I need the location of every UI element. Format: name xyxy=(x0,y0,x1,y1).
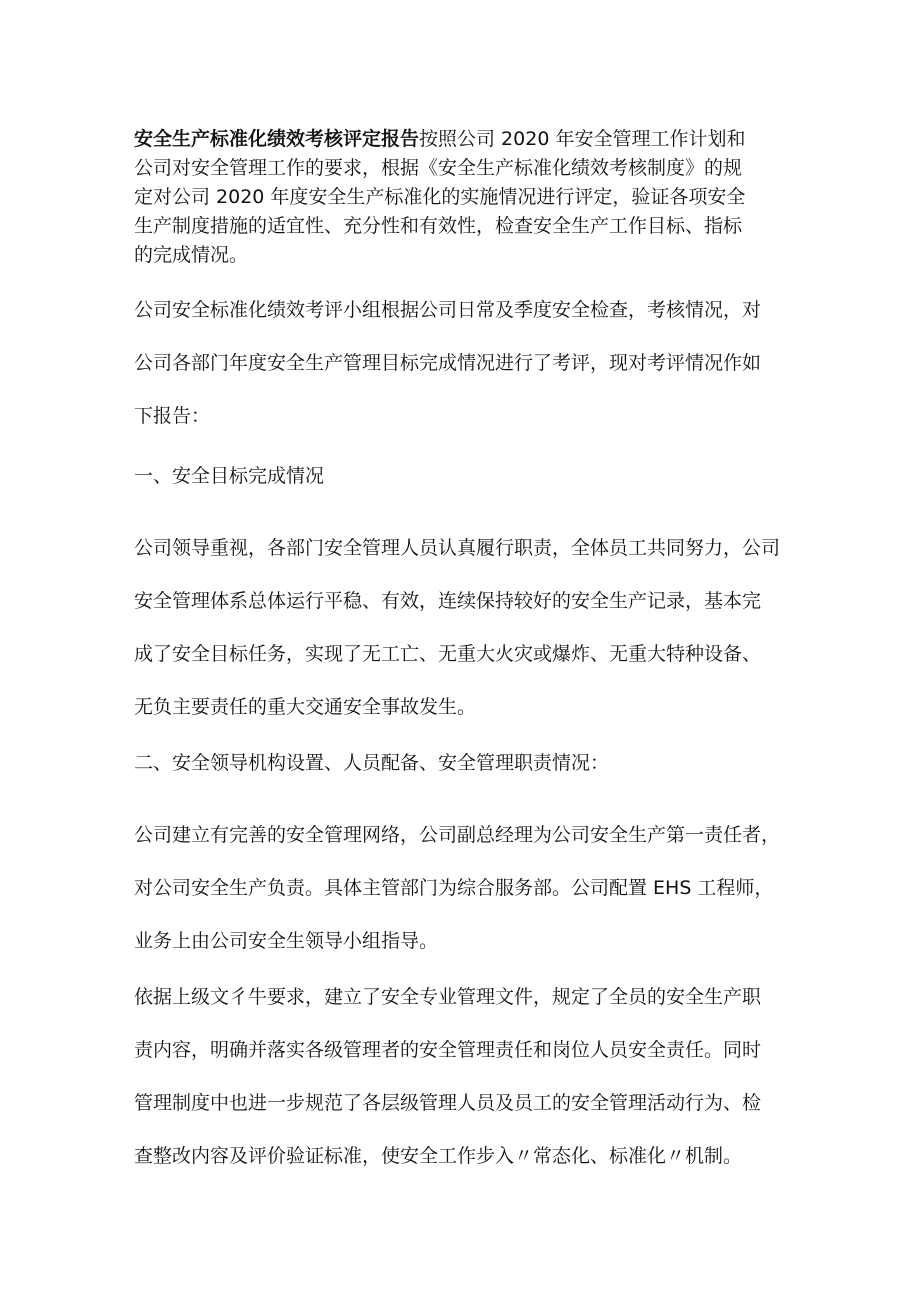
section3-line: 依据上级文彳牛要求，建立了安全专业管理文件，规定了全员的安全生产职 xyxy=(134,986,762,1008)
title-line-text: 生产制度措施的适宜性、充分性和有效性，检查安全生产工作目标、指标 xyxy=(134,215,743,237)
section1-line: 成了安全目标任务，实现了无工亡、无重大火灾或爆炸、无重大特种设备、 xyxy=(134,643,762,665)
section1-line: 安全管理体系总体运行平稳、有效，连续保持较好的安全生产记录，基本完 xyxy=(134,590,762,612)
section1-line: 无负主要责任的重大交通安全事故发生。 xyxy=(134,696,477,718)
section2-line: 业务上由公司安全生领导小组指导。 xyxy=(134,930,439,952)
title-first-line xyxy=(134,125,794,154)
title-paragraph xyxy=(134,125,794,270)
section2-paragraph xyxy=(134,809,794,968)
section2-line: 对公司安全生产负责。具体主管部门为综合服务部。公司配置 EHS 工程师， xyxy=(134,877,774,899)
intro-line: 下报告： xyxy=(134,405,211,427)
section3-line: 责内容，明确并落实各级管理者的安全管理责任和岗位人员安全责任。同时 xyxy=(134,1039,762,1061)
intro-line: 公司安全标准化绩效考评小组根据公司日常及季度安全检查，考核情况，对 xyxy=(134,299,762,321)
intro-paragraph xyxy=(134,284,794,443)
document-title: 安全生产标准化绩效考核评定报告 xyxy=(134,128,420,150)
title-line-text: 的完成情况。 xyxy=(134,244,249,266)
intro-line: 公司各部门年度安全生产管理目标完成情况进行了考评，现对考评情况作如 xyxy=(134,352,762,374)
title-line-text: 定对公司 2020 年度安全生产标准化的实施情况进行评定，验证各项安全 xyxy=(134,186,746,208)
section2-line: 公司建立有完善的安全管理网络，公司副总经理为公司安全生产第一责任者， xyxy=(134,824,781,846)
section3-line: 查整改内容及评价验证标准，使安全工作步入〃常态化、标准化〃机制。 xyxy=(134,1145,743,1167)
section1-line: 公司领导重视，各部门安全管理人员认真履行职责，全体员工共同努力，公司 xyxy=(134,537,781,559)
section3-line: 管理制度中也进一步规范了各层级管理人员及员工的安全管理活动行为、检 xyxy=(134,1092,762,1114)
section2-heading xyxy=(134,737,794,790)
section1-paragraph xyxy=(134,522,794,734)
title-line-text: 公司对安全管理工作的要求，根据《安全生产标准化绩效考核制度》的规 xyxy=(134,157,743,179)
section2-heading-text: 二、安全领导机构设置、人员配备、安全管理职责情况： xyxy=(134,752,610,774)
section1-heading xyxy=(134,450,794,503)
title-line-text: 按照公司 2020 年安全管理工作计划和 xyxy=(419,128,746,150)
section1-heading-text: 一、安全目标完成情况 xyxy=(134,465,325,487)
section3-paragraph xyxy=(134,971,794,1183)
